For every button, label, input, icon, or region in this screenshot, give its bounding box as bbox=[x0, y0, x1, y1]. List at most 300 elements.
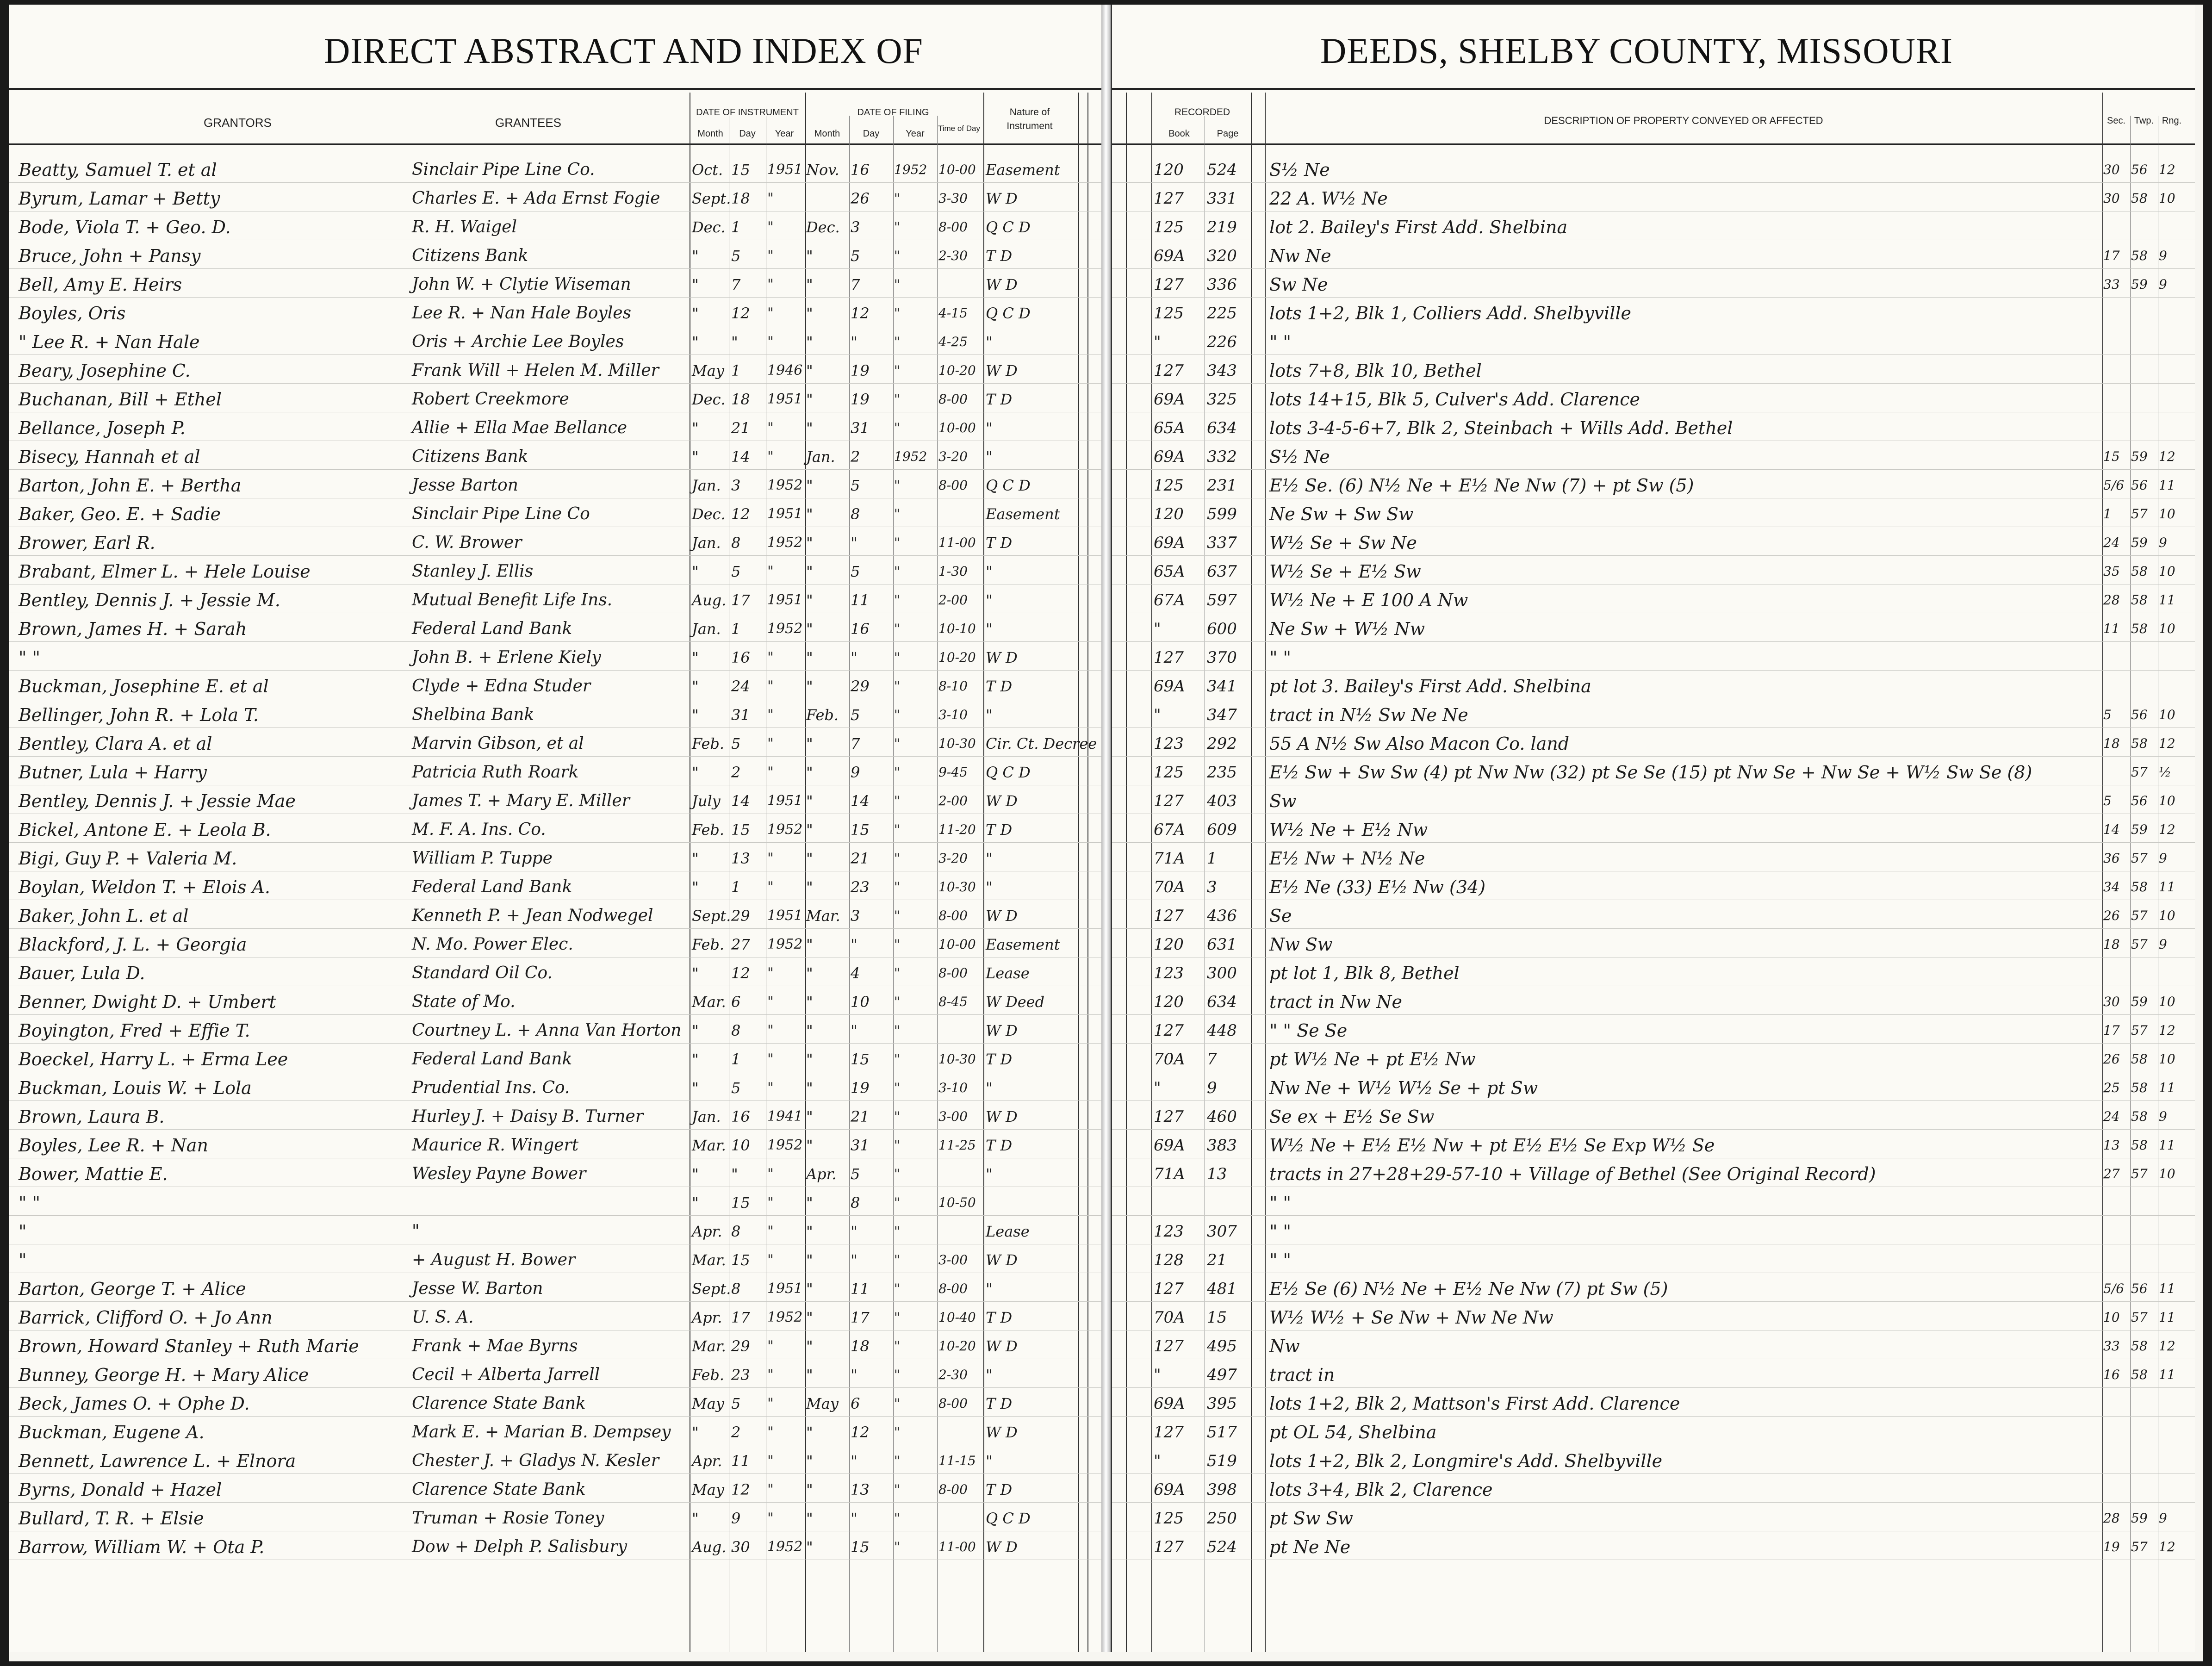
filing-month-cell: Nov. bbox=[806, 161, 839, 179]
filing-month-cell: " bbox=[806, 1251, 813, 1269]
filing-day-cell: 7 bbox=[851, 276, 860, 293]
instrument-year-cell: 1941 bbox=[767, 1108, 803, 1125]
rng-cell: 9 bbox=[2159, 535, 2167, 550]
book-cell: 123 bbox=[1154, 964, 1184, 982]
nature-cell: " bbox=[986, 448, 993, 466]
grantee-cell: Mutual Benefit Life Ins. bbox=[412, 591, 613, 609]
time-of-day-cell: 8-10 bbox=[938, 678, 968, 694]
filing-year-cell: " bbox=[894, 392, 900, 407]
grantee-cell: Prudential Ins. Co. bbox=[412, 1078, 570, 1097]
time-of-day-cell: 8-00 bbox=[938, 1396, 968, 1411]
instrument-year-cell: 1946 bbox=[767, 362, 803, 379]
description-cell: W½ Ne + E 100 A Nw bbox=[1269, 590, 1468, 610]
description-cell: Ne Sw + W½ Nw bbox=[1269, 619, 1425, 639]
instrument-day-cell: 9 bbox=[731, 1510, 741, 1527]
filing-month-cell: Dec. bbox=[806, 218, 840, 236]
ledger-row bbox=[9, 559, 1101, 584]
ledger-row bbox=[9, 674, 1101, 699]
filing-day-cell: " bbox=[851, 936, 857, 953]
filing-month-cell: " bbox=[806, 649, 813, 666]
instrument-month-cell: Sept. bbox=[692, 907, 731, 925]
instrument-day-cell: 29 bbox=[731, 907, 750, 925]
twp-cell: 56 bbox=[2131, 478, 2148, 493]
instrument-year-cell: " bbox=[767, 305, 774, 321]
ledger-row bbox=[1112, 588, 2195, 613]
grantor-cell: Boylan, Weldon T. + Elois A. bbox=[19, 877, 270, 897]
instrument-month-cell: Feb. bbox=[692, 735, 725, 752]
description-cell: tract in N½ Sw Ne Ne bbox=[1269, 705, 1468, 725]
nature-cell: " bbox=[986, 1079, 993, 1097]
sec-cell: 24 bbox=[2103, 535, 2120, 550]
sec-cell: 13 bbox=[2103, 1138, 2120, 1153]
sec-cell: 18 bbox=[2103, 937, 2120, 952]
instrument-month-cell: Jan. bbox=[692, 477, 721, 494]
instrument-day-cell: 7 bbox=[731, 276, 741, 293]
nature-cell: " bbox=[986, 591, 993, 609]
grantor-cell: Boeckel, Harry L. + Erma Lee bbox=[19, 1049, 288, 1069]
grantee-cell: Federal Land Bank bbox=[412, 877, 572, 896]
instrument-year-cell: " bbox=[767, 735, 774, 752]
time-of-day-cell: 11-00 bbox=[938, 1539, 976, 1554]
grantor-cell: Bode, Viola T. + Geo. D. bbox=[19, 217, 231, 237]
description-cell: lots 14+15, Blk 5, Culver's Add. Clarence bbox=[1269, 389, 1640, 410]
ledger-row bbox=[9, 1133, 1101, 1158]
instrument-month-cell: Sept. bbox=[692, 1280, 731, 1298]
sec-cell: 27 bbox=[2103, 1166, 2120, 1181]
filing-year-cell: " bbox=[894, 879, 900, 895]
ledger-row bbox=[9, 961, 1101, 986]
filing-year-cell: " bbox=[894, 478, 900, 493]
nature-cell: W D bbox=[986, 649, 1018, 666]
rng-cell: 12 bbox=[2159, 1338, 2175, 1354]
grantee-cell: John W. + Clytie Wiseman bbox=[412, 275, 631, 294]
instrument-day-cell: 17 bbox=[731, 1309, 750, 1326]
ledger-row bbox=[1112, 502, 2195, 527]
nature-cell: W D bbox=[986, 792, 1018, 810]
filing-month-header: Month bbox=[814, 129, 840, 139]
book-cell: 127 bbox=[1154, 792, 1184, 810]
description-cell: Ne Sw + Sw Sw bbox=[1269, 504, 1414, 524]
filing-year-cell: " bbox=[894, 1539, 900, 1554]
filing-year-cell: " bbox=[894, 363, 900, 378]
filing-year-cell: " bbox=[894, 564, 900, 579]
page-cell: 403 bbox=[1207, 792, 1237, 810]
filing-year-cell: " bbox=[894, 305, 900, 321]
description-cell: Nw bbox=[1269, 1336, 1300, 1356]
nature-cell: Lease bbox=[986, 1223, 1030, 1240]
ledger-row bbox=[1112, 1104, 2195, 1130]
instrument-month-cell: Aug. bbox=[692, 591, 727, 609]
ledger-row bbox=[1112, 1305, 2195, 1330]
instrument-day-cell: 18 bbox=[731, 190, 750, 207]
page-cell: 600 bbox=[1207, 620, 1237, 638]
instrument-year-cell: " bbox=[767, 1223, 774, 1239]
page-cell: 292 bbox=[1207, 734, 1237, 753]
book-cell: 127 bbox=[1154, 1337, 1184, 1355]
instrument-year-cell: 1952 bbox=[767, 821, 803, 838]
nature-cell: T D bbox=[986, 1481, 1013, 1498]
ledger-book bbox=[9, 5, 2203, 1661]
filing-year-cell: " bbox=[894, 191, 900, 206]
description-cell: W½ Ne + E½ Nw bbox=[1269, 820, 1428, 840]
instrument-day-cell: 1 bbox=[731, 878, 741, 896]
filing-month-cell: " bbox=[806, 1108, 813, 1125]
instrument-year-cell: " bbox=[767, 1166, 774, 1182]
grantee-cell: Clarence State Bank bbox=[412, 1394, 586, 1413]
grantor-cell: Baker, Geo. E. + Sadie bbox=[19, 504, 221, 524]
instrument-month-cell: Aug. bbox=[692, 1538, 727, 1556]
sec-cell: 33 bbox=[2103, 1338, 2120, 1354]
ledger-row bbox=[1112, 416, 2195, 441]
grantee-cell: James T. + Mary E. Miller bbox=[412, 791, 630, 810]
page-cell: 395 bbox=[1207, 1394, 1237, 1413]
instrument-day-cell: 13 bbox=[731, 850, 750, 867]
filing-month-cell: " bbox=[806, 678, 813, 695]
ledger-row bbox=[9, 1391, 1101, 1417]
instrument-year-header: Year bbox=[775, 129, 794, 139]
instrument-month-cell: " bbox=[692, 706, 699, 724]
grantee-cell: Sinclair Pipe Line Co bbox=[412, 504, 590, 523]
grantee-cell: Courtney L. + Anna Van Horton bbox=[412, 1021, 682, 1040]
page-cell: 225 bbox=[1207, 304, 1237, 323]
twp-cell: 58 bbox=[2131, 621, 2148, 636]
book-header: Book bbox=[1168, 129, 1190, 139]
filing-month-cell: " bbox=[806, 1194, 813, 1212]
filing-day-cell: 15 bbox=[851, 1538, 870, 1556]
twp-cell: 58 bbox=[2131, 736, 2148, 751]
twp-cell: 58 bbox=[2131, 1138, 2148, 1153]
instrument-day-cell: 12 bbox=[731, 1481, 750, 1498]
grantee-cell: Citizens Bank bbox=[412, 246, 528, 265]
grantor-cell: Brown, Howard Stanley + Ruth Marie bbox=[19, 1336, 359, 1356]
page-cell: 343 bbox=[1207, 361, 1237, 380]
instrument-month-cell: " bbox=[692, 1510, 699, 1527]
nature-cell: Q C D bbox=[986, 764, 1031, 781]
time-of-day-cell: 3-30 bbox=[938, 191, 968, 206]
time-of-day-cell: 10-20 bbox=[938, 1338, 976, 1354]
instrument-day-cell: 1 bbox=[731, 362, 741, 379]
grantee-cell: Allie + Ella Mae Bellance bbox=[412, 418, 628, 437]
description-cell: lots 1+2, Blk 1, Colliers Add. Shelbyville bbox=[1269, 303, 1632, 323]
sec-cell: 24 bbox=[2103, 1109, 2120, 1124]
twp-cell: 58 bbox=[2131, 1367, 2148, 1382]
filing-month-cell: " bbox=[806, 1051, 813, 1068]
filing-month-cell: " bbox=[806, 391, 813, 408]
nature-cell: W D bbox=[986, 1538, 1018, 1556]
filing-month-cell: " bbox=[806, 792, 813, 810]
book-cell: 127 bbox=[1154, 275, 1184, 294]
grantor-cell: Byrns, Donald + Hazel bbox=[19, 1480, 222, 1500]
ledger-row bbox=[9, 530, 1101, 556]
filing-day-cell: 12 bbox=[851, 1424, 870, 1441]
description-cell: lots 1+2, Blk 2, Longmire's Add. Shelbyville bbox=[1269, 1451, 1663, 1471]
grantor-cell: Beck, James O. + Ophe D. bbox=[19, 1393, 250, 1414]
divider bbox=[1151, 93, 1152, 1652]
left-page bbox=[9, 5, 1103, 1652]
instrument-year-cell: " bbox=[767, 190, 774, 206]
divider bbox=[983, 93, 984, 1652]
nature-cell: Q C D bbox=[986, 218, 1031, 236]
rng-cell: 9 bbox=[2159, 937, 2167, 952]
book-cell: 120 bbox=[1154, 161, 1184, 179]
time-of-day-cell: 10-20 bbox=[938, 363, 976, 378]
filing-day-cell: " bbox=[851, 1251, 857, 1269]
rng-cell: 9 bbox=[2159, 851, 2167, 866]
time-of-day-cell: 8-00 bbox=[938, 965, 968, 981]
instrument-month-cell: Feb. bbox=[692, 1366, 725, 1384]
book-cell: 120 bbox=[1154, 993, 1184, 1011]
book-cell: 127 bbox=[1154, 1280, 1184, 1298]
filing-month-cell: " bbox=[806, 276, 813, 293]
grantor-cell: " " bbox=[19, 647, 41, 668]
book-cell: 120 bbox=[1154, 935, 1184, 954]
page-cell: 631 bbox=[1207, 935, 1237, 954]
nature-cell: T D bbox=[986, 821, 1013, 839]
grantee-cell: Stanley J. Ellis bbox=[412, 562, 534, 581]
twp-cell: 57 bbox=[2131, 765, 2148, 780]
grantee-cell: William P. Tuppe bbox=[412, 849, 553, 868]
ledger-row bbox=[1112, 760, 2195, 785]
ledger-row bbox=[1112, 731, 2195, 757]
ledger-row bbox=[1112, 817, 2195, 843]
grantee-cell: Shelbina Bank bbox=[412, 705, 534, 724]
filing-month-cell: " bbox=[806, 1280, 813, 1298]
rng-cell: 11 bbox=[2159, 478, 2175, 493]
rng-cell: 10 bbox=[2159, 994, 2175, 1009]
time-of-day-cell: 2-30 bbox=[938, 248, 968, 263]
filing-day-cell: 5 bbox=[851, 563, 860, 580]
twp-cell: 59 bbox=[2131, 822, 2148, 837]
instrument-day-cell: 11 bbox=[731, 1452, 750, 1470]
filing-day-cell: " bbox=[851, 1452, 857, 1470]
book-cell: 125 bbox=[1154, 304, 1184, 323]
filing-day-cell: 21 bbox=[851, 850, 870, 867]
description-cell: Sw Ne bbox=[1269, 274, 1328, 295]
grantee-cell: John B. + Erlene Kiely bbox=[412, 648, 601, 667]
filing-day-cell: 3 bbox=[851, 907, 860, 925]
nature-cell: Q C D bbox=[986, 305, 1031, 322]
description-cell: pt OL 54, Shelbina bbox=[1269, 1422, 1437, 1442]
sec-cell: 36 bbox=[2103, 851, 2120, 866]
filing-day-cell: 5 bbox=[851, 247, 860, 265]
instrument-year-cell: 1952 bbox=[767, 535, 803, 551]
ledger-row bbox=[9, 1448, 1101, 1474]
grantor-cell: Bower, Mattie E. bbox=[19, 1164, 168, 1184]
filing-year-cell: " bbox=[894, 535, 900, 550]
instrument-day-cell: 29 bbox=[731, 1337, 750, 1355]
grantee-cell: Oris + Archie Lee Boyles bbox=[412, 332, 624, 351]
sec-cell: 17 bbox=[2103, 248, 2120, 263]
sec-cell: 5 bbox=[2103, 707, 2112, 722]
ledger-row bbox=[9, 157, 1101, 183]
instrument-day-cell: 12 bbox=[731, 305, 750, 322]
grantor-cell: Beary, Josephine C. bbox=[19, 361, 191, 381]
page-cell: 3 bbox=[1207, 878, 1217, 896]
grantee-cell: Wesley Payne Bower bbox=[412, 1164, 586, 1183]
divider bbox=[805, 93, 806, 1652]
ledger-row bbox=[1112, 1047, 2195, 1072]
time-of-day-cell: 10-40 bbox=[938, 1310, 976, 1325]
instrument-month-cell: Sept. bbox=[692, 190, 731, 207]
instrument-month-cell: Mar. bbox=[692, 1137, 726, 1154]
filing-year-cell: " bbox=[894, 334, 900, 349]
filing-day-cell: 21 bbox=[851, 1108, 870, 1125]
rng-cell: 10 bbox=[2159, 1051, 2175, 1067]
filing-day-cell: 4 bbox=[851, 964, 860, 982]
filing-day-cell: 11 bbox=[851, 1280, 870, 1298]
page-cell: 235 bbox=[1207, 763, 1237, 782]
sec-cell: 14 bbox=[2103, 822, 2120, 837]
book-cell: 71A bbox=[1154, 1165, 1185, 1183]
page-cell: 226 bbox=[1207, 333, 1237, 351]
nature-cell: " bbox=[986, 878, 993, 896]
description-cell: 55 A N½ Sw Also Macon Co. land bbox=[1269, 734, 1570, 754]
nature-cell: W D bbox=[986, 276, 1018, 293]
instrument-day-cell: 15 bbox=[731, 821, 750, 839]
ledger-row bbox=[1112, 444, 2195, 470]
grantee-cell: Kenneth P. + Jean Nodwegel bbox=[412, 906, 653, 925]
instrument-month-header: Month bbox=[697, 129, 723, 139]
nature-cell: W D bbox=[986, 1251, 1018, 1269]
divider bbox=[1078, 93, 1079, 1652]
filing-day-cell: 31 bbox=[851, 1137, 870, 1154]
grantor-cell: Byrum, Lamar + Betty bbox=[19, 188, 220, 209]
instrument-month-cell: Dec. bbox=[692, 391, 726, 408]
time-of-day-cell: 2-00 bbox=[938, 793, 968, 808]
sec-header: Sec. bbox=[2106, 116, 2126, 126]
instrument-day-cell: 2 bbox=[731, 764, 741, 781]
instrument-year-cell: 1951 bbox=[767, 506, 803, 522]
twp-cell: 59 bbox=[2131, 449, 2148, 464]
filing-year-cell: " bbox=[894, 420, 900, 435]
ledger-row bbox=[1112, 616, 2195, 642]
filing-month-cell: " bbox=[806, 534, 813, 552]
instrument-year-cell: " bbox=[767, 1395, 774, 1411]
book-cell: 67A bbox=[1154, 591, 1185, 609]
divider bbox=[1265, 93, 1266, 1652]
page-cell: 370 bbox=[1207, 648, 1237, 667]
ledger-row bbox=[9, 301, 1101, 326]
nature-cell: T D bbox=[986, 247, 1013, 265]
filing-month-cell: " bbox=[806, 419, 813, 437]
grantee-cell: Maurice R. Wingert bbox=[412, 1136, 579, 1155]
sec-cell: 35 bbox=[2103, 564, 2120, 579]
time-of-day-cell: 3-00 bbox=[938, 1109, 968, 1124]
twp-cell: 58 bbox=[2131, 1051, 2148, 1067]
grantor-cell: Barton, George T. + Alice bbox=[19, 1279, 246, 1299]
filing-year-cell: " bbox=[894, 1166, 900, 1181]
ledger-row bbox=[1112, 1535, 2195, 1560]
twp-cell: 57 bbox=[2131, 937, 2148, 952]
grantee-cell: Truman + Rosie Toney bbox=[412, 1509, 604, 1528]
twp-cell: 56 bbox=[2131, 162, 2148, 177]
page-cell: 524 bbox=[1207, 161, 1237, 179]
ledger-row bbox=[1112, 702, 2195, 728]
book-cell: 127 bbox=[1154, 189, 1184, 208]
ledger-row bbox=[1112, 530, 2195, 556]
instrument-year-cell: " bbox=[767, 1510, 774, 1526]
filing-month-cell: " bbox=[806, 764, 813, 781]
grantor-cell: Buckman, Josephine E. et al bbox=[19, 676, 269, 696]
instrument-year-cell: " bbox=[767, 965, 774, 981]
grantees-header: GRANTEES bbox=[495, 116, 562, 130]
ledger-row bbox=[9, 1075, 1101, 1101]
time-of-day-cell: 8-00 bbox=[938, 478, 968, 493]
ledger-row bbox=[1112, 674, 2195, 699]
grantee-cell: State of Mo. bbox=[412, 992, 516, 1011]
page-cell: 320 bbox=[1207, 247, 1237, 265]
ledger-row bbox=[1112, 1362, 2195, 1388]
nature-cell: " bbox=[986, 1280, 993, 1298]
nature-cell: T D bbox=[986, 534, 1013, 552]
twp-cell: 58 bbox=[2131, 248, 2148, 263]
filing-month-cell: Feb. bbox=[806, 706, 839, 724]
ledger-row bbox=[9, 215, 1101, 240]
ledger-row bbox=[9, 1276, 1101, 1302]
twp-cell: 57 bbox=[2131, 506, 2148, 522]
nature-cell: " bbox=[986, 1452, 993, 1470]
ledger-row bbox=[1112, 789, 2195, 814]
header-rule bbox=[1112, 143, 2195, 145]
instrument-day-cell: 15 bbox=[731, 1194, 750, 1212]
sec-cell: 5/6 bbox=[2103, 1281, 2125, 1296]
instrument-day-cell: 17 bbox=[731, 591, 750, 609]
filing-year-cell: " bbox=[894, 707, 900, 722]
sec-cell: 18 bbox=[2103, 736, 2120, 751]
filing-day-cell: 10 bbox=[851, 993, 870, 1011]
filing-year-cell: " bbox=[894, 736, 900, 751]
filing-year-cell: " bbox=[894, 678, 900, 694]
ledger-row bbox=[1112, 301, 2195, 326]
header-rule bbox=[9, 143, 1101, 145]
instrument-day-cell: 5 bbox=[731, 735, 741, 752]
ledger-row bbox=[9, 1535, 1101, 1560]
time-of-day-cell: 3-20 bbox=[938, 449, 968, 464]
ledger-row bbox=[1112, 1276, 2195, 1302]
page-cell: 336 bbox=[1207, 275, 1237, 294]
grantor-cell: Bentley, Dennis J. + Jessie M. bbox=[19, 590, 280, 610]
filing-month-cell: " bbox=[806, 735, 813, 752]
instrument-day-cell: 16 bbox=[731, 649, 750, 666]
filing-day-cell: " bbox=[851, 649, 857, 666]
time-of-day-cell: 8-00 bbox=[938, 1482, 968, 1497]
rng-cell: 12 bbox=[2159, 822, 2175, 837]
nature-cell: " bbox=[986, 1165, 993, 1183]
instrument-day-cell: 24 bbox=[731, 678, 750, 695]
filing-day-cell: 15 bbox=[851, 821, 870, 839]
nature-cell: " bbox=[986, 706, 993, 724]
ledger-row bbox=[9, 875, 1101, 900]
book-cell: 70A bbox=[1154, 1050, 1185, 1069]
filing-year-cell: " bbox=[894, 1310, 900, 1325]
rng-cell: 10 bbox=[2159, 621, 2175, 636]
rng-cell: 11 bbox=[2159, 592, 2175, 608]
instrument-year-cell: " bbox=[767, 850, 774, 866]
ledger-row bbox=[9, 243, 1101, 269]
grantee-cell: Robert Creekmore bbox=[412, 390, 569, 409]
rng-cell: 11 bbox=[2159, 879, 2175, 895]
rng-cell: 12 bbox=[2159, 1023, 2175, 1038]
ledger-row bbox=[1112, 1420, 2195, 1445]
grantee-cell: Sinclair Pipe Line Co. bbox=[412, 160, 595, 179]
page-cell: 300 bbox=[1207, 964, 1237, 982]
sec-cell: 16 bbox=[2103, 1367, 2120, 1382]
ledger-row bbox=[9, 444, 1101, 470]
filing-month-cell: " bbox=[806, 362, 813, 379]
time-of-day-cell: 10-30 bbox=[938, 1051, 976, 1067]
filing-year-cell: " bbox=[894, 1453, 900, 1468]
book-cell: 69A bbox=[1154, 1394, 1185, 1413]
